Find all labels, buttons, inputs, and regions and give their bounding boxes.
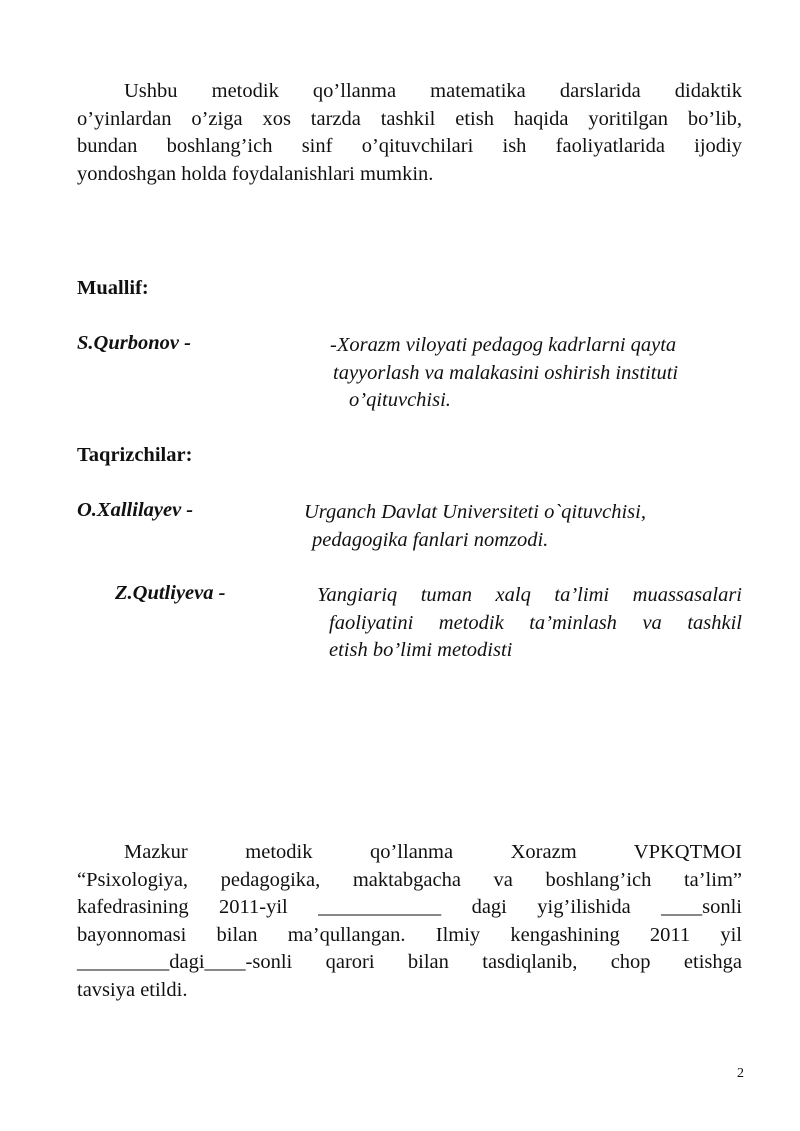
- approval-line: “Psixologiya, pedagogika, maktabgacha va boshlang’ich ta’lim”: [77, 868, 742, 891]
- author-desc-line: tayyorlash va malakasini oshirish instituti: [333, 361, 679, 384]
- reviewer-description: [317, 582, 742, 665]
- reviewer-desc-line: pedagogika fanlari nomzodi.: [312, 528, 549, 551]
- reviewer-desc-line: Yangiariq tuman xalq ta’limi muassasalari: [317, 584, 742, 606]
- intro-line: o’yinlardan o’ziga xos tarzda tashkil etish haqida yoritilgan bo’lib,: [77, 107, 742, 130]
- approval-line: _________dagi____-sonli qarori bilan tasdiqlanib, chop etishga: [77, 951, 742, 973]
- approval-line: Mazkur metodik qo’llanma Xorazm VPKQTMOI: [124, 841, 742, 863]
- approval-line: kafedrasining 2011-yil ____________ dagi yig’ilishida ____sonli: [77, 896, 742, 918]
- reviewer-name: Z.Qutliyeva -: [115, 582, 226, 604]
- reviewer-desc-line: faoliyatini metodik ta’minlash va tashkil: [329, 611, 742, 634]
- page-number: 2: [737, 1066, 744, 1081]
- approval-line: tavsiya etildi.: [77, 978, 188, 1001]
- author-name: S.Qurbonov -: [77, 332, 191, 354]
- intro-line: yondoshgan holda foydalanishlari mumkin.: [77, 162, 434, 185]
- intro-line: bundan boshlang’ich sinf o’qituvchilari ish faoliyatlarida ijodiy: [77, 135, 742, 157]
- author-desc-line: o’qituvchisi.: [349, 389, 451, 411]
- reviewer-name: O.Xallilayev -: [77, 499, 194, 521]
- intro-line: Ushbu metodik qo’llanma matematika darslarida didaktik: [124, 80, 742, 102]
- approval-line: bayonnomasi bilan ma’qullangan. Ilmiy kengashining 2011 yil: [77, 923, 742, 946]
- author-desc-line: -Xorazm viloyati pedagog kadrlarni qayta: [330, 334, 677, 356]
- reviewer-desc-line: etish bo’limi metodisti: [329, 639, 513, 661]
- author-heading: Muallif:: [77, 277, 149, 299]
- approval-paragraph: [77, 839, 742, 1004]
- intro-paragraph: [77, 78, 742, 188]
- author-description: [330, 332, 678, 415]
- reviewer-desc-line: Urganch Davlat Universiteti o`qituvchisi,: [304, 501, 646, 523]
- reviewer-description: [304, 499, 646, 554]
- reviewers-heading: Taqrizchilar:: [77, 444, 193, 466]
